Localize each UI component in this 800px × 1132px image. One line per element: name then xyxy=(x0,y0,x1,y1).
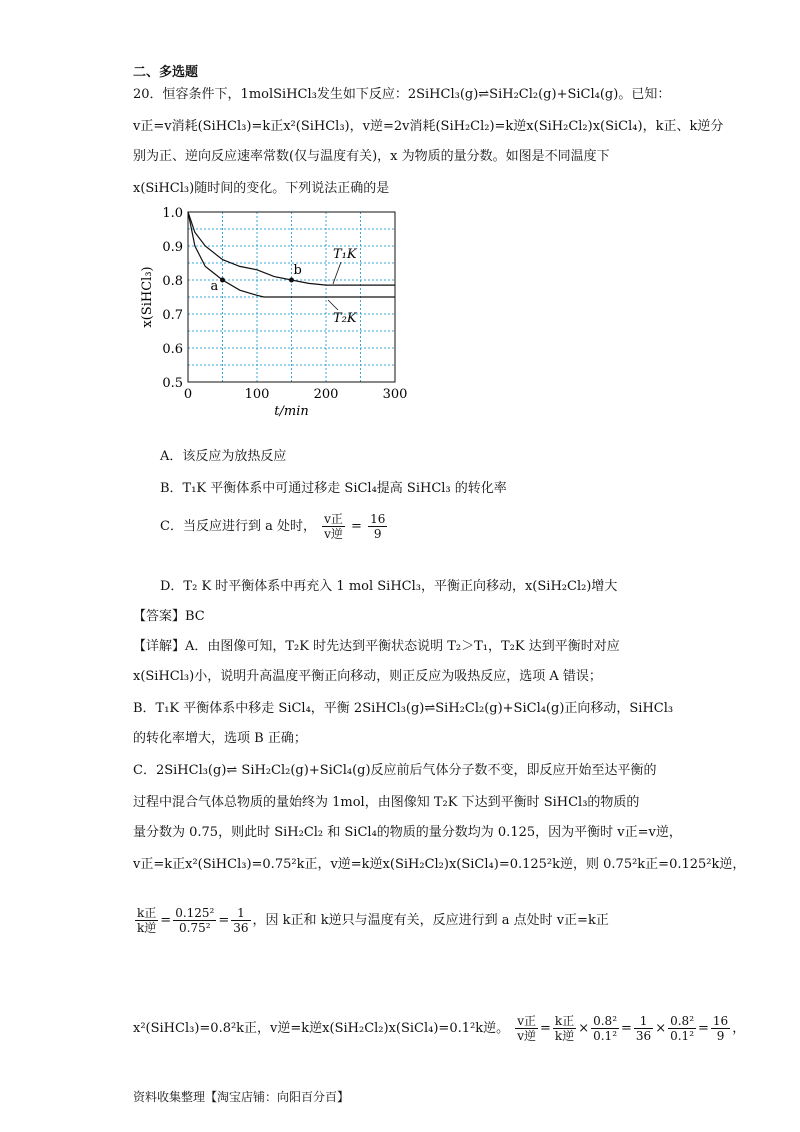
l10-frac-36 xyxy=(634,1014,653,1043)
l10-f4-den: 36 xyxy=(635,1029,652,1043)
y-tick-label: 0.8 xyxy=(162,274,183,289)
detail-line-4: 的转化率增大，选项 B 正确； xyxy=(133,731,307,746)
detail-line-1: 【详解】A．由图像可知，T₂K 时先达到平衡状态说明 T₂＞T₁，T₂K 达到平衡时对应 xyxy=(133,639,620,654)
point-label-a: a xyxy=(210,279,219,294)
detail-line-10: x²(SiHCl₃)=0.8²k正，v逆=k逆x(SiH₂Cl₂)x(SiCl₄)=0.1²k逆。 $\frac{\text{v正}}{\text{v逆}}$ = $\frac{\text{k正}}{\text{k逆}}$ × $\frac{\text{0.8²}}{\text{0.1²}}$ = $\frac{1}{36}$ × $\frac{\text{0.8²}}{\text{0.1²}}$ = $\frac{16}{9}$ ， xyxy=(133,1014,746,1043)
l10-f5-den: 0.1² xyxy=(670,1029,695,1043)
l10-f5-num: 0.8² xyxy=(670,1014,695,1028)
frac-sq-num: 0.125² xyxy=(175,906,215,920)
x-tick-label: 300 xyxy=(382,387,408,402)
option-b: B．T₁K 平衡体系中可通过移走 SiCl₄提高 SiHCl₃ 的转化率 xyxy=(160,481,507,496)
frac-36-den: 36 xyxy=(233,921,249,935)
series-label-1: T₁K xyxy=(333,247,357,262)
l10-frac-k xyxy=(553,1014,576,1043)
l10-f1-num: v正 xyxy=(517,1014,537,1028)
frac-k-den: k逆 xyxy=(137,921,157,935)
footer: 资料收集整理【淘宝店铺：向阳百分百】 xyxy=(133,1090,350,1104)
l10-f3-num: 0.8² xyxy=(593,1014,618,1028)
detail-frac-36 xyxy=(231,906,250,935)
y-tick-label: 0.7 xyxy=(162,308,183,323)
option-c xyxy=(160,512,389,541)
option-c-frac-v xyxy=(322,512,345,541)
y-tick-label: 0.6 xyxy=(162,342,183,357)
y-tick-label: 1.0 xyxy=(162,206,183,221)
section-title: 二、多选题 xyxy=(133,65,199,80)
detail-frac-k xyxy=(135,906,158,935)
option-c-text: C．当反应进行到 a 处时， xyxy=(160,519,316,534)
option-d: D．T₂ K 时平衡体系中再充入 1 mol SiHCl₃，平衡正向移动，x(SiH₂Cl₂)增大 xyxy=(160,579,618,594)
option-c-vden: 9 xyxy=(373,527,382,541)
point-label-b: b xyxy=(293,263,302,278)
y-axis-label: x(SiHCl₃) xyxy=(140,266,155,328)
detail-line-8: v正=k正x²(SiHCl₃)=0.75²k正，v逆=k逆x(SiH₂Cl₂)x(SiCl₄)=0.125²k逆，则 0.75²k正=0.125²k逆， xyxy=(133,857,746,872)
option-c-num: v正 xyxy=(324,512,343,526)
option-c-frac-value xyxy=(368,512,387,541)
y-tick-label: 0.5 xyxy=(162,376,183,391)
x-axis-label: t/min xyxy=(274,404,309,419)
question-line-3: 别为正、逆向反应速率常数(仅与温度有关)，x 为物质的量分数。如图是不同温度下 xyxy=(133,149,610,164)
l10-f2-den: k逆 xyxy=(554,1029,575,1043)
detail-line-10-text: x²(SiHCl₃)=0.8²k正，v逆=k逆x(SiH₂Cl₂)x(SiCl₄)=0.1²k逆。 xyxy=(133,1021,510,1036)
x-sihcl3-time-chart xyxy=(133,200,413,420)
l10-f6-num: 16 xyxy=(712,1014,729,1028)
frac-k-num: k正 xyxy=(137,906,157,920)
detail-line-9-text: ，因 k正和 k逆只与温度有关，反应进行到 a 点处时 v正=k正 xyxy=(252,913,609,928)
l10-frac-v xyxy=(515,1014,538,1043)
x-tick-label: 200 xyxy=(313,387,339,402)
detail-line-2: x(SiHCl₃)小，说明升高温度平衡正向移动，则正反应为吸热反应，选项 A 错误； xyxy=(133,669,602,684)
l10-frac-sq2 xyxy=(668,1014,696,1043)
point-b xyxy=(289,278,294,283)
series-leader-2 xyxy=(328,300,338,310)
series-leader-1 xyxy=(333,262,341,284)
y-tick-label: 0.9 xyxy=(162,240,183,255)
question-line-1: 20．恒容条件下，1molSiHCl₃发生如下反应：2SiHCl₃(g)⇌SiH₂Cl₂(g)+SiCl₄(g)。已知： xyxy=(133,87,671,102)
option-a: A．该反应为放热反应 xyxy=(160,449,287,464)
detail-line-6: 过程中混合气体总物质的量始终为 1mol，由图像知 T₂K 下达到平衡时 SiHCl₃的物质的 xyxy=(133,795,640,810)
question-line-2: v正=v消耗(SiHCl₃)=k正x²(SiHCl₃)，v逆=2v消耗(SiH₂Cl₂)=k逆x(SiH₂Cl₂)x(SiCl₄)，k正、k逆分 xyxy=(133,119,724,134)
l10-f6-den: 9 xyxy=(716,1029,725,1043)
option-c-vnum: 16 xyxy=(370,512,386,526)
x-tick-label: 100 xyxy=(244,387,270,402)
l10-f4-num: 1 xyxy=(634,1014,653,1029)
l10-f2-num: k正 xyxy=(554,1014,575,1028)
question-line-4: x(SiHCl₃)随时间的变化。下列说法正确的是 xyxy=(133,181,390,196)
l10-f1-den: v逆 xyxy=(517,1029,537,1043)
detail-line-3: B．T₁K 平衡体系中移走 SiCl₄，平衡 2SiHCl₃(g)⇌SiH₂Cl₂(g)+SiCl₄(g)正向移动，SiHCl₃ xyxy=(133,701,674,716)
detail-frac-sq xyxy=(173,906,216,935)
detail-line-5: C．2SiHCl₃(g)⇌ SiH₂Cl₂(g)+SiCl₄(g)反应前后气体分子数不变，即反应开始至达平衡的 xyxy=(133,763,657,778)
option-c-den: v逆 xyxy=(324,527,343,541)
series-label-2: T₂K xyxy=(333,311,357,326)
l10-frac-sq1 xyxy=(591,1014,619,1043)
option-c-eq: = xyxy=(351,519,362,534)
l10-end: ， xyxy=(732,1021,746,1036)
x-tick-label: 0 xyxy=(183,387,193,402)
frac-sq-den: 0.75² xyxy=(179,921,211,935)
detail-line-9: $\frac{\text{k正}}{\text{k逆}}$ = $\frac{\text{0.125²}}{\text{0.75²}}$ = $\frac{1}{36}$ ，因 k正和 k逆只与温度有关，反应进行到 a 点处时 v正=k正 xyxy=(137,906,609,935)
frac-36-num: 1 xyxy=(231,906,250,921)
l10-f3-den: 0.1² xyxy=(593,1029,618,1043)
point-a xyxy=(220,278,225,283)
answer: 【答案】BC xyxy=(133,609,205,624)
l10-frac-result xyxy=(711,1014,730,1043)
detail-line-7: 量分数为 0.75，则此时 SiH₂Cl₂ 和 SiCl₄的物质的量分数均为 0.125，因为平衡时 v正=v逆， xyxy=(133,825,682,840)
